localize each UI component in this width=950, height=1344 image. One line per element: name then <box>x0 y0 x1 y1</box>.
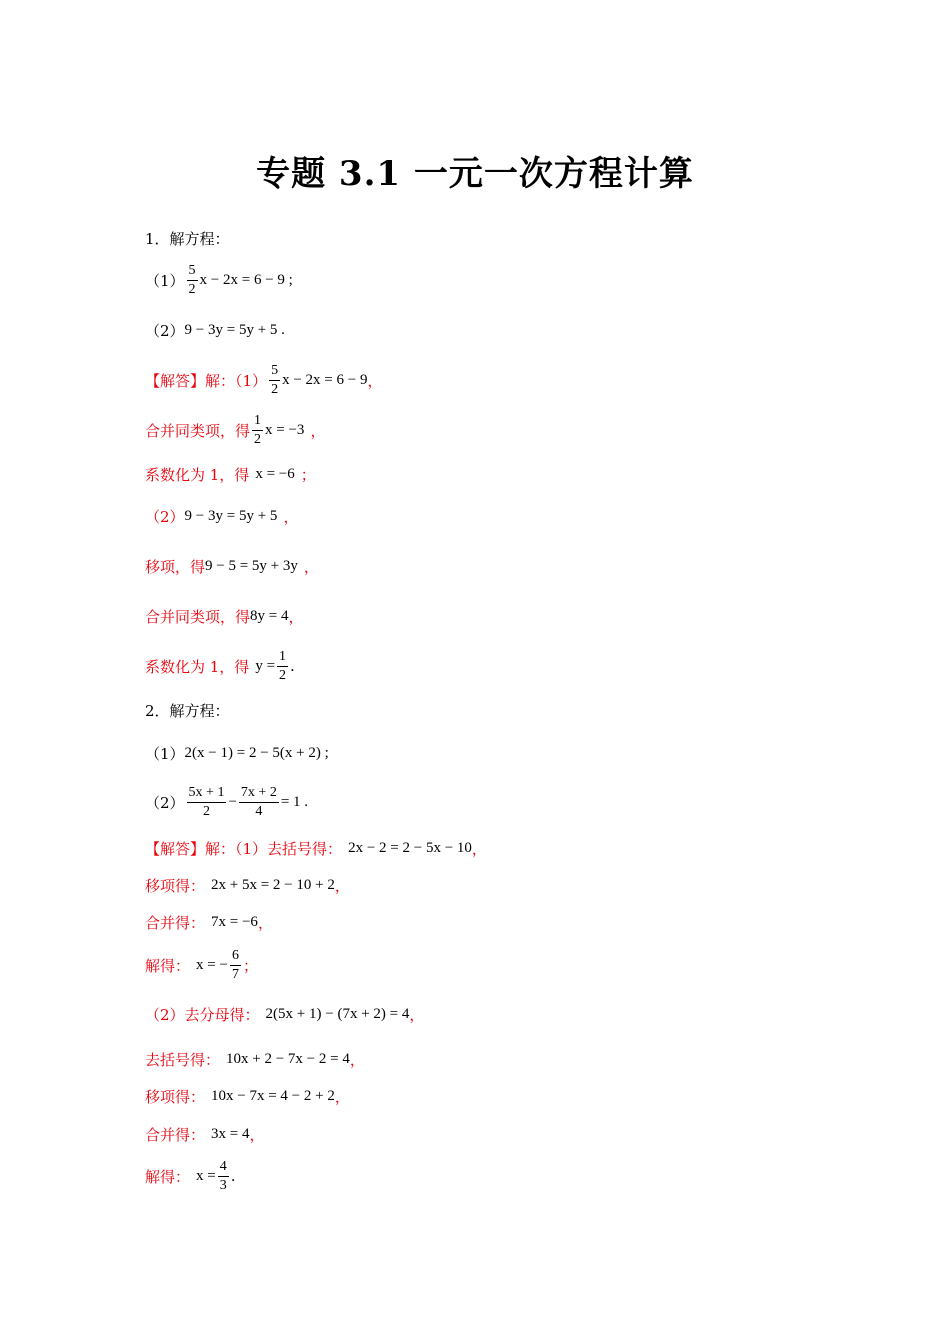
q1-p2-label: （2） <box>145 321 185 340</box>
a2-l1-equation: 2x − 2 = 2 − 5x − 10 <box>348 839 472 856</box>
a1-l5-equation: 9 − 5 = 5y + 3y <box>205 557 298 574</box>
a1-l3-text: 系数化为 1，得 <box>145 465 250 484</box>
a2-l8-equation: 3x = 4 <box>211 1125 250 1142</box>
a1-l7-frac-num: 1 <box>277 648 288 667</box>
a1-l7-lhs: y = <box>255 657 276 674</box>
q2-p2-label: （2） <box>145 793 185 812</box>
a2-l2-equation: 2x + 5x = 2 − 10 + 2 <box>211 876 335 893</box>
a2-l4-text: 解得： <box>145 956 191 975</box>
a2-line9 <box>145 1152 236 1200</box>
answer-tag: 【解答】 <box>145 371 206 390</box>
a1-l3-equation: x = −6 <box>255 465 295 482</box>
a2-l9-lhs: x = <box>196 1167 216 1184</box>
a2-l8-end: ， <box>249 1125 265 1144</box>
a2-line4 <box>145 941 258 989</box>
a2-l4-fraction <box>230 947 241 984</box>
a1-l7-fraction <box>277 648 288 685</box>
a2-l2-end: ， <box>334 876 350 895</box>
a1-l4-end: ， <box>283 507 299 526</box>
a2-l7-end: ， <box>334 1087 350 1106</box>
a2-line5 <box>145 990 424 1038</box>
a2-intro: 解：（1）去括号得： <box>205 839 343 858</box>
q2-p2-f1-num: 5x + 1 <box>187 784 227 803</box>
q1-p1-frac-num: 5 <box>187 262 198 281</box>
a1-l6-end: ， <box>288 607 304 626</box>
a1-line1 <box>145 356 382 404</box>
a1-line4 <box>145 492 298 540</box>
a2-l3-end: ， <box>257 913 273 932</box>
a1-line7 <box>145 642 295 690</box>
a1-l4-label: （2） <box>145 507 185 526</box>
a2-l9-text: 解得： <box>145 1167 191 1186</box>
a1-line3 <box>145 450 316 498</box>
q1-p1-equation: x − 2x = 6 − 9 ; <box>199 271 293 288</box>
a1-intro: 解：（1） <box>205 371 268 390</box>
a2-l4-end: ； <box>242 956 258 975</box>
a1-l2-frac-den: 2 <box>254 431 262 447</box>
a2-l9-end: . <box>230 1167 236 1185</box>
a1-l2-fraction <box>252 412 263 449</box>
q2-p2-fraction1 <box>187 784 227 821</box>
a2-l5-text: （2）去分母得： <box>145 1005 260 1024</box>
a2-line8 <box>145 1110 265 1158</box>
a2-l3-equation: 7x = −6 <box>211 913 258 930</box>
a2-l1-end: ， <box>471 839 487 858</box>
a1-l1-frac-den: 2 <box>271 381 279 397</box>
q2-p2-fraction2 <box>239 784 279 821</box>
page-title: 专题 3.1 一元一次方程计算 <box>256 154 694 194</box>
a2-l6-equation: 10x + 2 − 7x − 2 = 4 <box>226 1050 350 1067</box>
a1-l7-frac-den: 2 <box>279 667 287 683</box>
a2-l6-text: 去括号得： <box>145 1050 221 1069</box>
q1-part1 <box>145 256 293 304</box>
a1-l1-equation: x − 2x = 6 − 9 <box>282 371 368 388</box>
a2-l4-lhs: x = − <box>196 956 228 973</box>
a1-l2-text: 合并同类项，得 <box>145 421 251 440</box>
a1-l6-equation: 8y = 4 <box>250 607 289 624</box>
a1-line2 <box>145 406 325 454</box>
q2-p2-minus: − <box>228 793 237 810</box>
q2-p2-f2-den: 4 <box>255 803 263 819</box>
a1-l7-end: . <box>290 657 295 675</box>
q1-p1-frac-den: 2 <box>188 281 196 297</box>
a1-l2-frac-num: 1 <box>252 412 263 431</box>
answer-tag: 【解答】 <box>145 839 206 858</box>
a2-l8-text: 合并得： <box>145 1125 206 1144</box>
q2-prompt <box>145 686 230 734</box>
a1-l7-text: 系数化为 1，得 <box>145 657 250 676</box>
a2-l9-frac-num: 4 <box>218 1158 229 1177</box>
q1-p1-fraction <box>187 262 198 299</box>
a1-l1-fraction <box>269 362 280 399</box>
a2-l4-frac-num: 6 <box>230 947 241 966</box>
a1-l2-end: ， <box>310 421 326 440</box>
q2-p1-equation: 2(x − 1) = 2 − 5(x + 2) ; <box>184 744 329 761</box>
a2-l9-fraction <box>218 1158 229 1195</box>
q1-part2 <box>145 306 285 354</box>
q1-prompt-text: 1．解方程： <box>145 229 230 248</box>
a1-l5-text: 移项，得 <box>145 557 206 576</box>
a1-l3-end: ； <box>300 465 316 484</box>
a1-l6-text: 合并同类项，得 <box>145 607 251 626</box>
a1-line5 <box>145 542 319 590</box>
a1-l2-equation: x = −3 <box>265 421 305 438</box>
a2-l6-end: ， <box>349 1050 365 1069</box>
q2-p2-f1-den: 2 <box>203 803 210 819</box>
q1-prompt <box>145 214 230 262</box>
a2-l5-end: ， <box>409 1005 425 1024</box>
a1-l1-frac-num: 5 <box>269 362 280 381</box>
a2-l2-text: 移项得： <box>145 876 206 895</box>
q2-p2-f2-num: 7x + 2 <box>239 784 279 803</box>
q1-p1-label: （1） <box>145 271 185 290</box>
a1-l4-equation: 9 − 3y = 5y + 5 <box>184 507 278 524</box>
a2-l5-equation: 2(5x + 1) − (7x + 2) = 4 <box>265 1005 410 1022</box>
a2-l4-frac-den: 7 <box>231 966 239 982</box>
q2-prompt-text: 2．解方程： <box>145 701 230 720</box>
q1-p2-equation: 9 − 3y = 5y + 5 . <box>184 321 285 338</box>
q2-p1-label: （1） <box>145 744 185 763</box>
a1-line6 <box>145 592 304 640</box>
a2-line3 <box>145 898 273 946</box>
a2-l7-text: 移项得： <box>145 1087 206 1106</box>
a2-l7-equation: 10x − 7x = 4 − 2 + 2 <box>211 1087 335 1104</box>
a1-l1-end: ， <box>367 371 383 390</box>
a2-l3-text: 合并得： <box>145 913 206 932</box>
a2-l9-frac-den: 3 <box>219 1177 227 1193</box>
q2-part1 <box>145 729 329 777</box>
q2-p2-equation-rest: = 1 . <box>280 793 309 810</box>
q2-part2 <box>145 778 308 826</box>
a1-l5-end: ， <box>303 557 319 576</box>
